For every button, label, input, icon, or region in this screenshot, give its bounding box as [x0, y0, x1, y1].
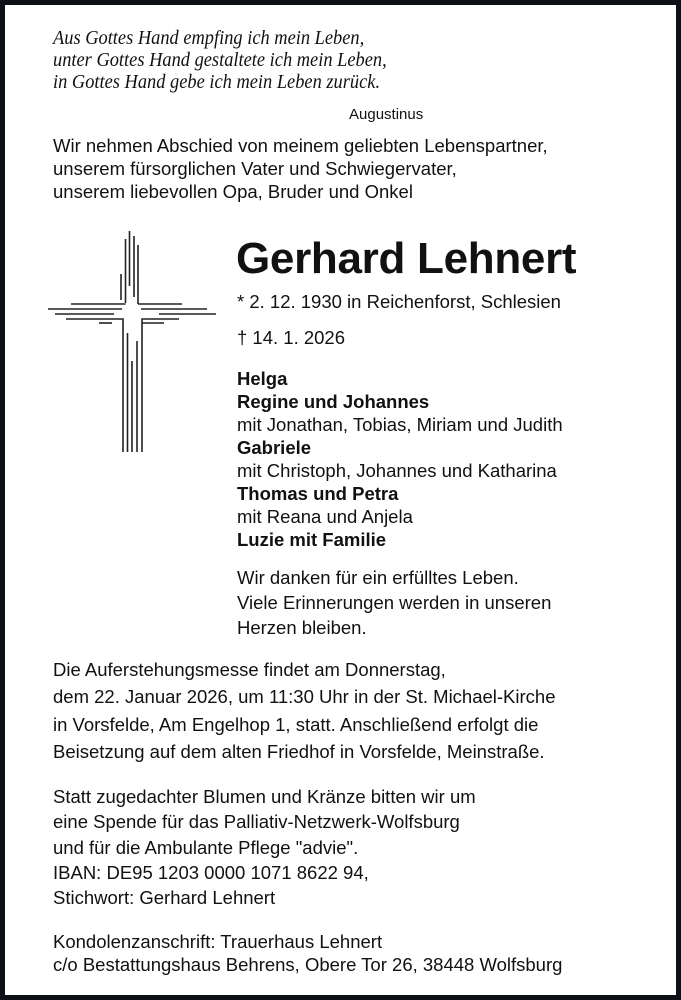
- deceased-name: Gerhard Lehnert: [236, 234, 577, 283]
- intro-line: unserem liebevollen Opa, Bruder und Onkel: [53, 181, 413, 202]
- mourner: Regine und Johannes: [237, 391, 430, 412]
- service-line: dem 22. Januar 2026, um 11:30 Uhr in der St. Michael-Kirche: [53, 686, 556, 708]
- thanks-text: [237, 565, 551, 640]
- condolence-address: [53, 930, 562, 976]
- service-line: Die Auferstehungsmesse findet am Donnerstag,: [53, 659, 446, 680]
- intro-line: Wir nehmen Abschied von meinem geliebten Lebenspartner,: [53, 135, 548, 156]
- birth-date: * 2. 12. 1930 in Reichenforst, Schlesien: [237, 291, 561, 312]
- intro-line: unserem fürsorglichen Vater und Schwiegervater,: [53, 158, 457, 179]
- service-line: Beisetzung auf dem alten Friedhof in Vorsfelde, Meinstraße.: [53, 740, 545, 762]
- donation-line: IBAN: DE95 1203 0000 1071 8622 94,: [53, 861, 369, 883]
- mourner: Thomas und Petra: [237, 483, 399, 504]
- thanks-line: Viele Erinnerungen werden in unseren: [237, 592, 552, 613]
- quote-author: Augustinus: [349, 106, 424, 123]
- quote-line: in Gottes Hand gebe ich mein Leben zurück.: [53, 71, 381, 93]
- condolence-line: Kondolenzanschrift: Trauerhaus Lehnert: [53, 931, 383, 952]
- service-line: in Vorsfelde, Am Engelhop 1, statt. Anschließend erfolgt die: [53, 713, 539, 735]
- thanks-line: Wir danken für ein erfülltes Leben.: [237, 567, 519, 588]
- donation-line: eine Spende für das Palliativ-Netzwerk-Wolfsburg: [53, 811, 460, 833]
- condolence-line: c/o Bestattungshaus Behrens, Obere Tor 26, 38448 Wolfsburg: [53, 954, 563, 975]
- donation-line: Statt zugedachter Blumen und Kränze bitten wir um: [53, 786, 476, 807]
- mourners-list: [237, 367, 563, 551]
- mourner: mit Reana und Anjela: [237, 506, 413, 527]
- mourner: Helga: [237, 368, 288, 389]
- donation-text: [53, 784, 476, 910]
- mourner: mit Christoph, Johannes und Katharina: [237, 460, 557, 481]
- donation-line: Stichwort: Gerhard Lehnert: [53, 887, 276, 909]
- quote-line: unter Gottes Hand gestaltete ich mein Leben,: [53, 49, 387, 71]
- service-text: [53, 656, 556, 765]
- thanks-line: Herzen bleiben.: [237, 617, 367, 638]
- death-date: † 14. 1. 2026: [237, 327, 346, 348]
- donation-line: und für die Ambulante Pflege "advie".: [53, 836, 359, 858]
- mourner: mit Jonathan, Tobias, Miriam und Judith: [237, 414, 563, 435]
- mourner: Gabriele: [237, 437, 312, 458]
- cross-lines: [48, 231, 216, 452]
- mourner: Luzie mit Familie: [237, 529, 387, 550]
- quote-line: Aus Gottes Hand empfing ich mein Leben,: [53, 27, 365, 49]
